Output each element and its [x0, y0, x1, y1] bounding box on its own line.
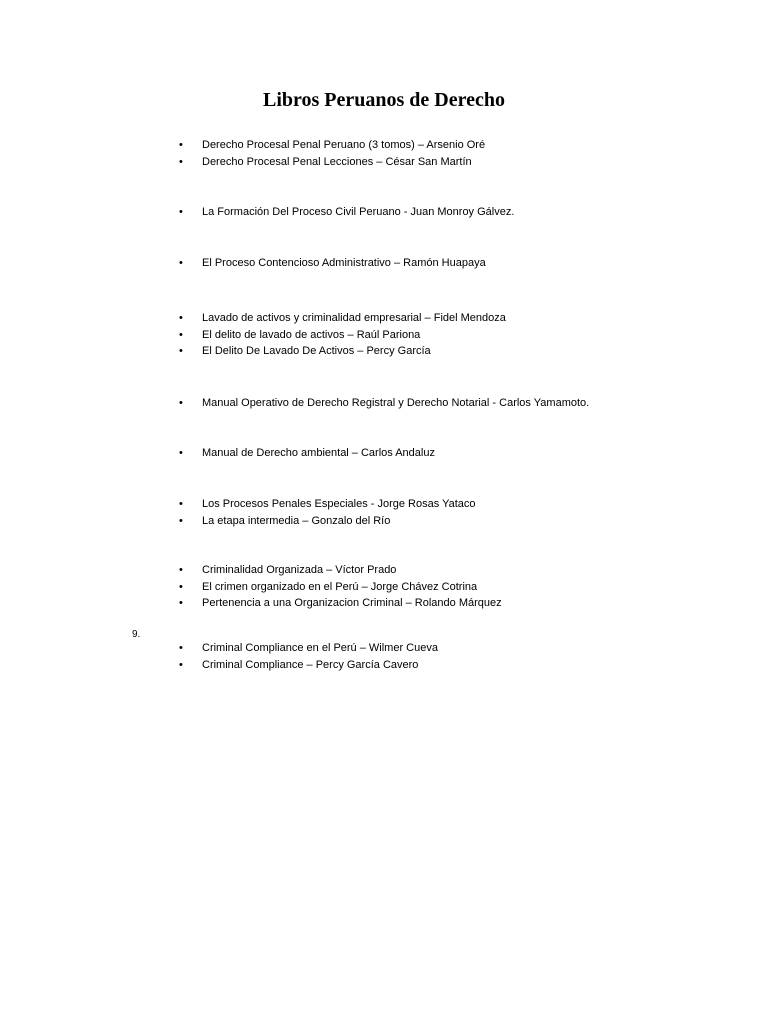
- list-item-text: Criminalidad Organizada – Víctor Prado: [202, 564, 397, 576]
- list-item: [178, 562, 502, 579]
- page-title: Libros Peruanos de Derecho: [262, 89, 506, 111]
- list-item: [178, 513, 476, 530]
- list-item: [178, 395, 589, 412]
- bullet-icon: •: [179, 312, 183, 324]
- list-item-text: Lavado de activos y criminalidad empresarial – Fidel Mendoza: [202, 312, 506, 324]
- bullet-icon: •: [179, 642, 183, 654]
- list-item-text: Derecho Procesal Penal Lecciones – César San Martín: [202, 155, 472, 168]
- bullet-icon: •: [179, 139, 183, 151]
- book-group-procesal-civil: [178, 204, 514, 221]
- bullet-icon: •: [179, 514, 183, 527]
- list-item-text: La etapa intermedia – Gonzalo del Río: [202, 514, 391, 527]
- list-item: [178, 154, 485, 171]
- list-item: [178, 343, 506, 360]
- list-item-text: El Proceso Contencioso Administrativo – Ramón Huapaya: [202, 257, 486, 269]
- book-group-compliance: [178, 640, 438, 673]
- list-item-text: Pertenencia a una Organizacion Criminal – Rolando Márquez: [202, 597, 502, 610]
- list-item: [178, 579, 502, 596]
- book-group-registral: [178, 395, 589, 412]
- list-item: [178, 327, 506, 344]
- list-item-text: El Delito De Lavado De Activos – Percy García: [202, 345, 431, 358]
- book-group-procesal-penal: [178, 137, 485, 170]
- list-item-text: El crimen organizado en el Perú – Jorge Chávez Cotrina: [202, 580, 478, 593]
- list-item-text: El delito de lavado de activos – Raúl Pariona: [202, 328, 421, 341]
- bullet-icon: •: [179, 397, 183, 409]
- list-item-text: La Formación Del Proceso Civil Peruano - Juan Monroy Gálvez.: [202, 206, 515, 218]
- list-item-text: Criminal Compliance – Percy García Cavero: [202, 658, 419, 671]
- bullet-icon: •: [179, 564, 183, 576]
- book-group-lavado-activos: [178, 310, 506, 360]
- list-item: [178, 204, 514, 221]
- bullet-icon: •: [179, 597, 183, 610]
- list-item: [178, 657, 438, 674]
- list-number: 9.: [132, 629, 141, 640]
- list-item: [178, 445, 435, 462]
- list-item-text: Los Procesos Penales Especiales - Jorge Rosas Yataco: [202, 498, 476, 510]
- book-group-ambiental: [178, 445, 435, 462]
- list-item: [178, 255, 486, 272]
- list-item: [178, 310, 506, 327]
- bullet-icon: •: [179, 155, 183, 168]
- bullet-icon: •: [179, 345, 183, 358]
- bullet-icon: •: [179, 447, 183, 459]
- bullet-icon: •: [179, 206, 183, 218]
- list-item-text: Manual de Derecho ambiental – Carlos Andaluz: [202, 447, 435, 459]
- bullet-icon: •: [179, 580, 183, 593]
- list-item-text: Derecho Procesal Penal Peruano (3 tomos) – Arsenio Oré: [202, 139, 486, 151]
- list-item: [178, 640, 438, 657]
- list-item-text: Manual Operativo de Derecho Registral y Derecho Notarial - Carlos Yamamoto.: [202, 397, 590, 409]
- list-item: [178, 595, 502, 612]
- bullet-icon: •: [179, 658, 183, 671]
- list-item-text: Criminal Compliance en el Perú – Wilmer Cueva: [202, 642, 438, 654]
- book-group-contencioso: [178, 255, 486, 272]
- book-group-procesos-penales: [178, 496, 476, 529]
- bullet-icon: •: [179, 498, 183, 510]
- book-group-criminalidad-organizada: [178, 562, 502, 612]
- list-item: [178, 137, 485, 154]
- list-item: [178, 496, 476, 513]
- bullet-icon: •: [179, 328, 183, 341]
- bullet-icon: •: [179, 257, 183, 269]
